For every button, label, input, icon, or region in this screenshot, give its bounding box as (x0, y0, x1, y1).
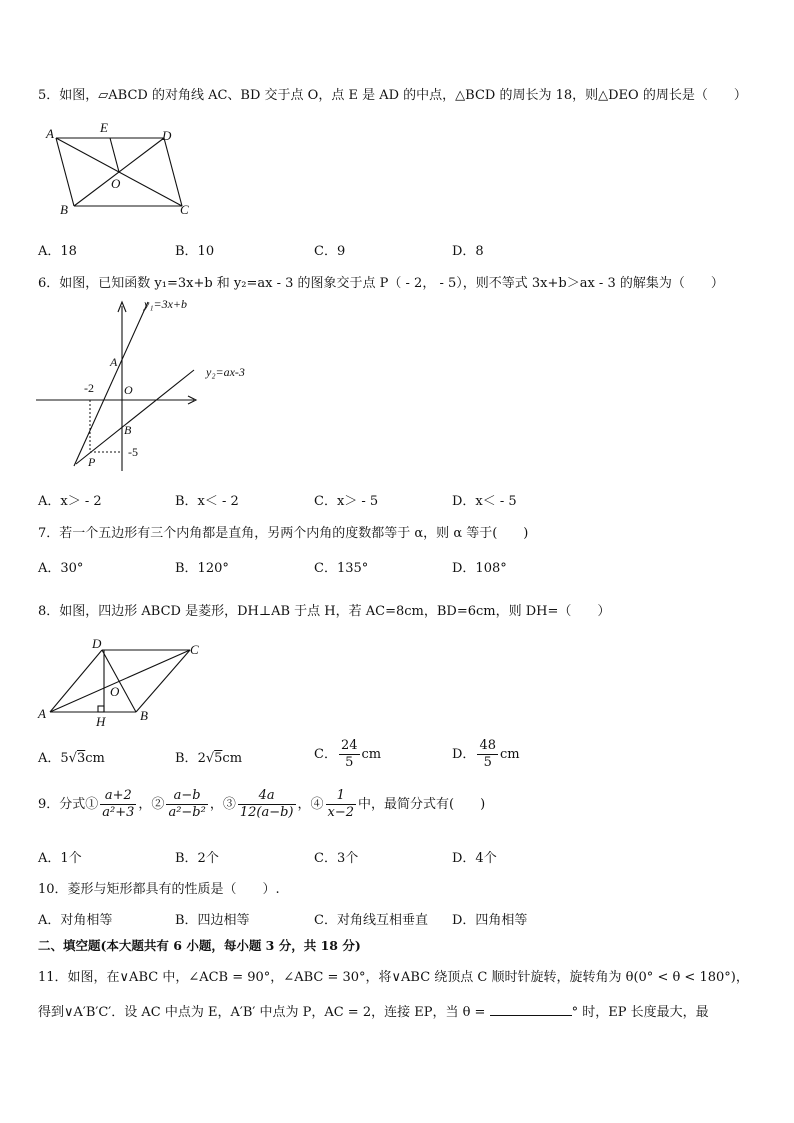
q9-fraction-2 (166, 788, 207, 821)
denominator: a²+3 (102, 805, 135, 820)
denominator: x−2 (327, 805, 355, 820)
q6-label-A: A (110, 355, 118, 369)
q8-label-C: C (190, 642, 199, 657)
q5-option-d[interactable]: D．8 (452, 244, 484, 259)
q8-rhombus-figure (36, 636, 211, 730)
q5-label-B: B (60, 202, 68, 217)
q6-text: 6．如图，已知函数 y₁=3x+b 和 y₂=ax - 3 的图象交于点 P（ - 2， - 5），则不等式 3x+b＞ax - 3 的解集为（ ） (38, 276, 724, 291)
numerator: 4a (238, 788, 296, 805)
denominator: 5 (483, 755, 492, 770)
q9-option-d[interactable]: D．4个 (452, 851, 497, 866)
q11-line-1: 11．如图，在∨ABC 中，∠ACB = 90°，∠ABC = 30°，将∨ABC 绕顶点 C 顺时针旋转，旋转角为 θ(0° < θ < 180°)， (38, 970, 749, 985)
q10-option-a[interactable]: A．对角相等 (38, 913, 113, 928)
q6-label-P: P (88, 455, 96, 469)
q9-fraction-4 (326, 788, 357, 821)
q10-option-b[interactable]: B．四边相等 (175, 913, 250, 928)
q7-option-d[interactable]: D．108° (452, 561, 507, 576)
q10-option-d[interactable]: D．四角相等 (452, 913, 528, 928)
q8-option-c-prefix: C． (314, 747, 337, 762)
q8-option-d[interactable] (452, 738, 520, 771)
q7-option-c[interactable]: C．135° (314, 561, 369, 576)
q5-parallelogram-figure (40, 118, 200, 218)
q9-sep-4: ，④ (297, 797, 324, 812)
q7-option-b[interactable]: B．120° (175, 561, 229, 576)
q11-answer-blank[interactable] (490, 1003, 572, 1016)
q11-line-2 (38, 1001, 709, 1020)
q6-label-y2: y₂=ax-3 (206, 365, 245, 379)
denominator: 12(a−b) (239, 805, 294, 820)
q6-function-graph (36, 296, 266, 472)
sqrt-sign: √ (68, 751, 77, 766)
q6-option-c[interactable]: C．x＞ - 5 (314, 494, 379, 509)
q5-label-D: D (162, 128, 172, 143)
q8-label-B: B (140, 708, 148, 723)
q5-options (38, 240, 758, 260)
q8-label-A: A (38, 706, 46, 721)
q9-option-a[interactable]: A．1个 (38, 851, 82, 866)
q6-label-minus2: -2 (84, 381, 94, 395)
numerator: 24 (340, 738, 358, 753)
q9-options (38, 847, 758, 867)
q7-text: 7．若一个五边形有三个内角都是直角，另两个内角的度数都等于 α，则 α 等于( ) (38, 526, 529, 541)
q9-option-c[interactable]: C．3个 (314, 851, 359, 866)
sqrt-sign: √ (205, 751, 215, 766)
q8-option-a-prefix: A． (38, 751, 61, 766)
q8-label-H: H (96, 714, 106, 729)
q8-option-b[interactable] (175, 747, 242, 766)
q5-label-O: O (111, 176, 121, 191)
q5-option-c[interactable]: C．9 (314, 244, 346, 259)
q8-option-c-fraction (339, 738, 360, 771)
q8-label-O: O (110, 684, 120, 699)
q8-option-d-prefix: D． (452, 747, 476, 762)
q8-option-a-radicand: 3 (76, 751, 86, 766)
q8-option-b-radicand: 5 (214, 751, 223, 766)
numerator: a+2 (100, 788, 136, 805)
q5-option-a[interactable]: A．18 (38, 244, 77, 259)
q9-text (38, 788, 485, 821)
q8-text: 8．如图，四边形 ABCD 是菱形，DH⊥AB 于点 H，若 AC=8cm，BD=6cm，则 DH=（ ） (38, 604, 611, 619)
q9-prefix: 9．分式① (38, 797, 99, 812)
numerator: 1 (326, 788, 357, 805)
q6-option-d[interactable]: D．x＜ - 5 (452, 494, 517, 509)
q6-label-y1: y₁=3x+b (144, 297, 188, 311)
q8-option-d-unit: cm (499, 747, 520, 762)
section-2-heading: 二、填空题(本大题共有 6 小题，每小题 3 分，共 18 分) (38, 938, 361, 953)
q6-label-B: B (124, 423, 132, 437)
q5-label-C: C (180, 202, 189, 217)
q6-option-b[interactable]: B．x＜ - 2 (175, 494, 239, 509)
q8-option-c-unit: cm (361, 747, 382, 762)
q7-options (38, 557, 758, 577)
q6-option-a[interactable]: A．x＞ - 2 (38, 494, 102, 509)
q8-option-a[interactable] (38, 747, 105, 766)
q8-option-b-coef: 2 (197, 751, 206, 766)
q9-sep-3: ，③ (209, 797, 236, 812)
q8-options (38, 738, 758, 774)
q8-option-c[interactable] (314, 738, 381, 771)
q11-line-2-start: 得到∨A′B′C′．设 AC 中点为 E，A′B′ 中点为 P，AC = 2，连接 EP，当 θ = (38, 1005, 486, 1020)
q5-text: 5．如图，▱ABCD 的对角线 AC、BD 交于点 O，点 E 是 AD 的中点，△BCD 的周长为 18，则△DEO 的周长是（ ） (38, 88, 747, 103)
q8-option-a-coef: 5 (60, 751, 69, 766)
q9-suffix: 中，最简分式有( ) (358, 797, 486, 812)
q6-options (38, 490, 758, 510)
q5-label-E: E (100, 120, 108, 135)
numerator: 48 (479, 738, 496, 753)
q5-label-A: A (46, 126, 54, 141)
q10-text: 10．菱形与矩形都具有的性质是（ ）. (38, 882, 280, 897)
q8-option-b-prefix: B． (175, 751, 198, 766)
q7-option-a[interactable]: A．30° (38, 561, 84, 576)
q6-label-minus5: -5 (128, 445, 138, 459)
q5-option-b[interactable]: B．10 (175, 244, 215, 259)
q8-option-d-fraction (477, 738, 498, 771)
denominator: a²−b² (168, 805, 206, 820)
q6-label-O: O (124, 383, 133, 397)
q8-label-D: D (92, 636, 102, 651)
q9-sep-2: ，② (138, 797, 165, 812)
numerator: a−b (166, 788, 207, 805)
q8-option-b-unit: cm (222, 751, 243, 766)
q9-option-b[interactable]: B．2个 (175, 851, 219, 866)
q10-option-c[interactable]: C．对角线互相垂直 (314, 913, 428, 928)
denominator: 5 (345, 755, 354, 770)
q8-option-a-unit: cm (85, 751, 105, 766)
q9-fraction-1 (100, 788, 136, 821)
q9-fraction-3 (238, 788, 296, 821)
q10-options (38, 909, 758, 929)
q11-line-2-end: ° 时，EP 长度最大，最 (571, 1005, 709, 1020)
